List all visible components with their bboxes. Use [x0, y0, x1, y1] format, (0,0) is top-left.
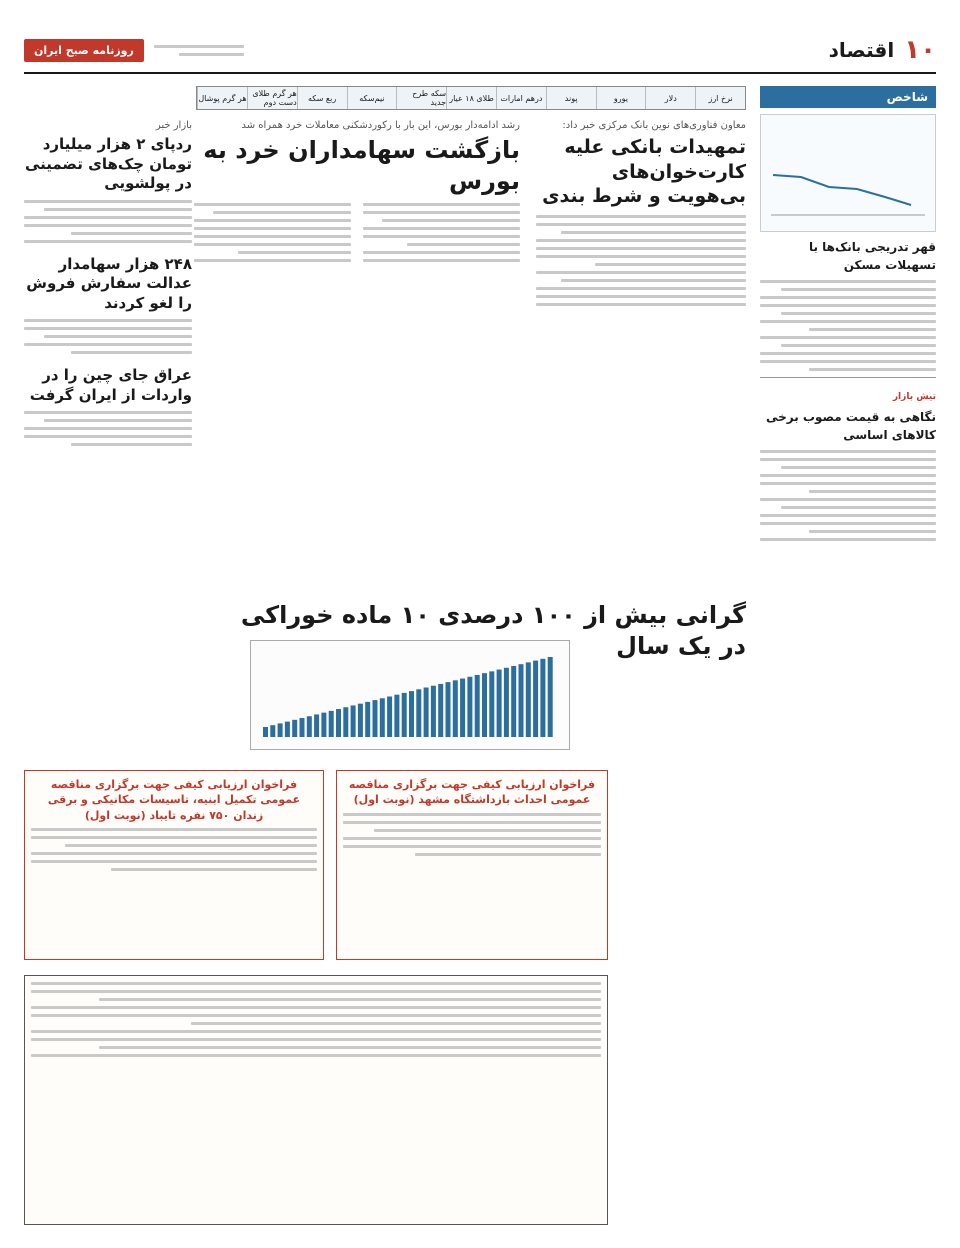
sidebar-box	[760, 377, 936, 541]
bar	[380, 698, 385, 737]
bar	[504, 668, 509, 737]
bar	[533, 661, 538, 737]
ticker-cell: نیم‌سکه	[347, 87, 397, 109]
ticker-cell: سکه طرح جدید	[396, 87, 446, 109]
sidebar-kicker: تیش بازار	[892, 392, 936, 402]
sidebar-headline: قهر تدریجی بانک‌ها با تسهیلات مسکن	[808, 240, 936, 272]
bar	[394, 695, 399, 737]
bar	[409, 691, 414, 737]
bar	[351, 705, 356, 737]
sidebar-chart	[760, 114, 936, 232]
price-ticker	[196, 86, 746, 110]
bar	[292, 720, 297, 737]
ad-title: فراخوان ارزیابی کیفی جهت برگزاری مناقصه عمومی احداث بازداشتگاه مشهد (نوبت اول)	[348, 778, 596, 807]
bar	[387, 696, 392, 737]
ad-body	[343, 813, 601, 856]
bar	[526, 662, 531, 737]
ad-grid-classifieds	[24, 975, 608, 1225]
article-body	[24, 319, 192, 354]
newspaper-logo: روزنامه صبح ایران	[24, 39, 144, 62]
bar	[489, 671, 494, 737]
ad-title: فراخوان ارزیابی کیفی جهت برگزاری مناقصه عمومی تکمیل ابنیه، تاسیسات مکانیکی و برقی زندان ۷۵۰ نفره تایباد (نوبت اول)	[47, 778, 301, 822]
masthead-brand	[24, 39, 244, 62]
bar	[431, 686, 436, 737]
article-supertitle: معاون فناوری‌های نوین بانک مرکزی خبر داد:	[562, 120, 746, 131]
article-body	[24, 411, 192, 446]
article-body	[24, 200, 192, 243]
bar	[314, 714, 319, 737]
article-columns	[194, 203, 520, 262]
article-title: عراق جای چین را در واردات از ایران گرفت	[29, 366, 192, 404]
bar	[497, 670, 502, 737]
sidebar-body	[760, 280, 936, 371]
ticker-cell: هر گرم پوشال	[197, 87, 247, 109]
bar	[548, 657, 553, 737]
bar	[285, 722, 290, 737]
article-title: ردپای ۲ هزار میلیارد تومان چک‌های تضمینی در پولشویی	[24, 135, 192, 192]
article-title: ۲۴۸ هزار سهامدار عدالت سفارش فروش را لغو کردند	[26, 254, 192, 312]
article-title: بازگشت سهامداران خرد به بورس	[203, 136, 520, 196]
article-supertitle: رشد ادامه‌دار بورس، این بار با رکوردشکنی معاملات خرد همراه شد	[241, 120, 520, 131]
bar	[467, 677, 472, 737]
ad-tender-tayebad	[24, 770, 324, 960]
bar	[460, 679, 465, 737]
bar	[540, 659, 545, 737]
ticker-cell: ربع سکه	[297, 87, 347, 109]
bar	[416, 689, 421, 737]
bar	[343, 707, 348, 737]
ticker-cell: یورو	[596, 87, 646, 109]
bar	[373, 700, 378, 737]
classified-body	[31, 982, 601, 1057]
bar	[307, 716, 312, 737]
bar	[511, 666, 516, 737]
article-title: تمهیدات بانکی علیه کارت‌خوان‌های بی‌هویت و شرط بندی	[542, 136, 746, 208]
bar	[278, 723, 283, 737]
bar-chart-bars	[251, 641, 569, 749]
bar	[300, 718, 305, 737]
ad-tender-mashhad	[336, 770, 608, 960]
article-card-cheques	[24, 120, 192, 446]
page-number: ۱۰	[904, 35, 936, 65]
ticker-cell: نرخ ارز	[695, 87, 745, 109]
bar	[453, 680, 458, 737]
bar	[329, 711, 334, 737]
masthead-section	[829, 35, 936, 65]
bar	[263, 727, 268, 737]
issue-date	[154, 45, 244, 56]
ticker-cell: هر گرم طلای دست دوم	[247, 87, 297, 109]
article-kicker: بازار خبر	[155, 120, 192, 131]
ticker-cell: طلای ۱۸ عیار	[446, 87, 496, 109]
sidebar	[760, 86, 936, 1230]
bar	[270, 725, 275, 737]
sidebar-trend-line	[761, 115, 935, 231]
masthead	[24, 28, 936, 74]
ticker-cell: دلار	[645, 87, 695, 109]
article-card-terminals	[536, 120, 746, 306]
article-body	[536, 215, 746, 306]
bar	[519, 664, 524, 737]
bar	[402, 693, 407, 737]
ad-body	[31, 828, 317, 871]
bar	[321, 713, 326, 737]
bar	[424, 688, 429, 737]
bar-chart	[250, 640, 570, 750]
ticker-cell: پوند	[546, 87, 596, 109]
bar	[446, 682, 451, 737]
sidebar-header: شاخص	[760, 86, 936, 108]
bar	[475, 675, 480, 737]
bar	[365, 702, 370, 737]
bar	[438, 684, 443, 737]
sidebar-body-2	[760, 450, 936, 541]
article-card-bourse	[194, 120, 520, 262]
sidebar-headline-2: نگاهی به قیمت مصوب برخی کالاهای اساسی	[765, 410, 936, 442]
section-title: اقتصاد	[828, 38, 895, 62]
bar	[482, 673, 487, 737]
ticker-cell: درهم امارات	[496, 87, 546, 109]
article-title: گرانی بیش از ۱۰۰ درصدی ۱۰ ماده خوراکی در یک سال	[240, 601, 746, 661]
bar	[358, 704, 363, 737]
bar	[336, 709, 341, 737]
